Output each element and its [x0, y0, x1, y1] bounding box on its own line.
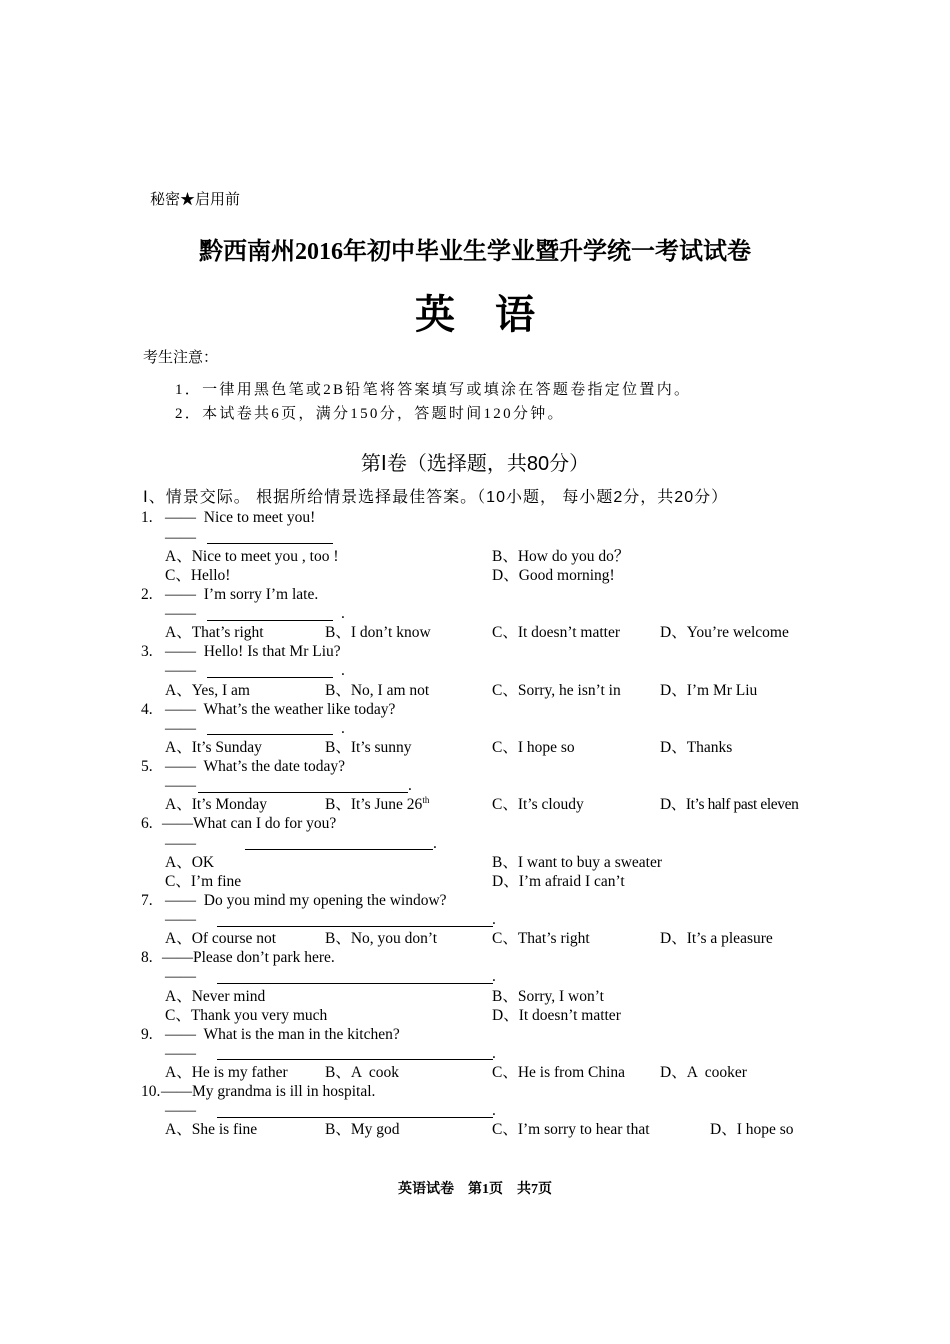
answer-line: [0, 967, 950, 986]
question-7: [0, 891, 950, 948]
answer-blank: [207, 719, 333, 736]
option-d: D、A cooker: [660, 1064, 747, 1082]
option-b: B、My god: [325, 1121, 400, 1139]
options-row: [0, 795, 950, 814]
option-b: B、No, you don’t: [325, 930, 438, 948]
answer-blank: [207, 604, 333, 621]
answer-blank: [198, 776, 408, 793]
option-d: D、Thanks: [660, 738, 733, 756]
question-line: [0, 700, 950, 719]
question-prompt: —— Do you mind my opening the window?: [165, 891, 447, 909]
question-4: [0, 700, 950, 757]
question-prompt: —— Nice to meet you!: [165, 509, 316, 527]
option-a: A、He is my father: [165, 1064, 288, 1082]
option-c: C、It’s cloudy: [492, 796, 584, 814]
option-c: C、I hope so: [492, 738, 575, 756]
option-d: D、Good morning!: [492, 566, 615, 584]
question-8: [0, 948, 950, 1025]
answer-period: .: [492, 1102, 496, 1120]
answer-dash: ——: [165, 1044, 196, 1062]
answer-line: [0, 661, 950, 680]
option-d: D、I’m Mr Liu: [660, 681, 758, 699]
option-b: B、I don’t know: [325, 624, 431, 642]
answer-period: .: [492, 911, 496, 929]
option-a: A、Nice to meet you , too !: [165, 547, 339, 565]
question-prompt: ——Please don’t park here.: [162, 949, 335, 967]
option-c: C、Hello!: [165, 566, 231, 584]
option-b: B、No, I am not: [325, 681, 430, 699]
question-number: 2.: [141, 585, 153, 603]
question-number: 6.: [141, 815, 153, 833]
option-b: [325, 795, 429, 814]
question-9: [0, 1025, 950, 1082]
options-row: [0, 738, 950, 757]
option-c: C、It doesn’t matter: [492, 624, 620, 642]
option-c: C、Thank you very much: [165, 1006, 328, 1024]
question-line: [0, 891, 950, 910]
option-c: C、That’s right: [492, 930, 590, 948]
option-c: C、I’m sorry to hear that: [492, 1121, 650, 1139]
question-6: [0, 814, 950, 891]
options-row: [0, 987, 950, 1006]
question-line: [0, 757, 950, 776]
answer-dash: ——: [165, 528, 196, 546]
option-a: A、It’s Monday: [165, 796, 268, 814]
option-a: A、OK: [165, 853, 215, 871]
answer-period: .: [492, 1044, 496, 1062]
question-number: 1.: [141, 509, 153, 527]
answer-dash: ——: [165, 777, 196, 795]
question-number: 7.: [141, 891, 153, 909]
answer-dash: ——: [165, 968, 196, 986]
options-row: [0, 1063, 950, 1082]
question-prompt: ——My grandma is ill in hospital.: [161, 1083, 376, 1101]
option-d: D、I hope so: [710, 1121, 794, 1139]
question-prompt: —— What is the man in the kitchen?: [165, 1025, 400, 1043]
option-b: B、I want to buy a sweater: [492, 853, 663, 871]
answer-line: [0, 834, 950, 853]
option-b: B、It’s sunny: [325, 738, 412, 756]
options-row: [0, 681, 950, 700]
answer-line: [0, 910, 950, 929]
question-2: [0, 585, 950, 642]
option-b-text: B、It’s June 26: [325, 796, 423, 814]
question-number: 8.: [141, 949, 153, 967]
answer-period: .: [341, 719, 345, 737]
part-title: 第Ⅰ卷（选择题，共80分）: [360, 453, 590, 475]
answer-line: [0, 604, 950, 623]
option-b: B、A cook: [325, 1064, 400, 1082]
answer-dash: ——: [165, 662, 196, 680]
answer-period: .: [433, 834, 437, 852]
option-c: C、He is from China: [492, 1064, 626, 1082]
options-row: [0, 623, 950, 642]
question-1: [0, 508, 950, 585]
options-row: [0, 872, 950, 891]
option-a: A、It’s Sunday: [165, 738, 262, 756]
answer-line: [0, 528, 950, 547]
options-row: [0, 547, 950, 566]
question-line: [0, 814, 950, 833]
options-row: [0, 1006, 950, 1025]
question-number: 10.: [141, 1083, 161, 1101]
answer-dash: ——: [165, 834, 196, 852]
question-number: 5.: [141, 758, 153, 776]
question-line: [0, 585, 950, 604]
question-number: 9.: [141, 1025, 153, 1043]
answer-line: [0, 719, 950, 738]
options-row: [0, 566, 950, 585]
question-10: [0, 1082, 950, 1139]
question-line: [0, 642, 950, 661]
answer-dash: ——: [165, 605, 196, 623]
options-row: [0, 1120, 950, 1139]
option-c: C、I’m fine: [165, 872, 242, 890]
question-3: [0, 642, 950, 699]
answer-period: .: [341, 662, 345, 680]
answer-period: .: [341, 605, 345, 623]
confidential-label: 秘密★启用前: [150, 192, 241, 208]
page-footer: 英语试卷 第1页 共7页: [398, 1182, 552, 1197]
option-a: A、Of course not: [165, 930, 277, 948]
question-prompt: —— What’s the weather like today?: [165, 700, 396, 718]
answer-blank: [207, 528, 333, 545]
question-line: [0, 1082, 950, 1101]
option-a: A、She is fine: [165, 1121, 258, 1139]
question-line: [0, 1025, 950, 1044]
option-d: D、You’re welcome: [660, 624, 789, 642]
option-a: A、Never mind: [165, 987, 266, 1005]
answer-blank: [217, 1101, 493, 1118]
notice-item: 2．本试卷共6页，满分150分，答题时间120分钟。: [175, 406, 565, 422]
question-prompt: —— Hello! Is that Mr Liu?: [165, 643, 341, 661]
answer-line: [0, 776, 950, 795]
question-number: 3.: [141, 643, 153, 661]
section-heading: Ⅰ、情景交际。 根据所给情景选择最佳答案。（10小题， 每小题2分，共20分）: [143, 489, 729, 506]
answer-blank: [207, 661, 333, 678]
answer-dash: ——: [165, 719, 196, 737]
subject-title: 英 语: [415, 292, 535, 337]
option-a: A、That’s right: [165, 624, 264, 642]
option-d: D、I’m afraid I can’t: [492, 872, 625, 890]
answer-line: [0, 1101, 950, 1120]
question-5: [0, 757, 950, 814]
option-d: D、It’s half past eleven: [660, 796, 799, 814]
ordinal-suffix: th: [422, 795, 430, 806]
answer-dash: ——: [165, 911, 196, 929]
answer-period: .: [492, 968, 496, 986]
answer-dash: ——: [165, 1102, 196, 1120]
options-row: [0, 929, 950, 948]
option-d: D、It’s a pleasure: [660, 930, 773, 948]
option-c: C、Sorry, he isn’t in: [492, 681, 621, 699]
options-row: [0, 853, 950, 872]
option-b: B、Sorry, I won’t: [492, 987, 604, 1005]
question-prompt: —— I’m sorry I’m late.: [165, 585, 319, 603]
notice-heading: 考生注意：: [143, 350, 219, 366]
notice-item: 1．一律用黑色笔或2B铅笔将答案填写或填涂在答题卷指定位置内。: [175, 382, 692, 398]
question-line: [0, 948, 950, 967]
answer-period: .: [408, 777, 412, 795]
question-number: 4.: [141, 700, 153, 718]
exam-title: 黔西南州2016年初中毕业生学业暨升学统一考试试卷: [199, 239, 751, 265]
answer-blank: [217, 910, 493, 927]
option-b: B、How do you do？: [492, 547, 630, 565]
answer-blank: [245, 834, 433, 851]
answer-line: [0, 1044, 950, 1063]
question-prompt: —— What’s the date today?: [165, 758, 346, 776]
question-prompt: ——What can I do for you?: [162, 815, 337, 833]
option-a: A、Yes, I am: [165, 681, 250, 699]
answer-blank: [217, 967, 493, 984]
option-d: D、It doesn’t matter: [492, 1006, 621, 1024]
answer-blank: [217, 1044, 493, 1061]
question-list: [0, 508, 950, 1139]
question-line: [0, 508, 950, 527]
